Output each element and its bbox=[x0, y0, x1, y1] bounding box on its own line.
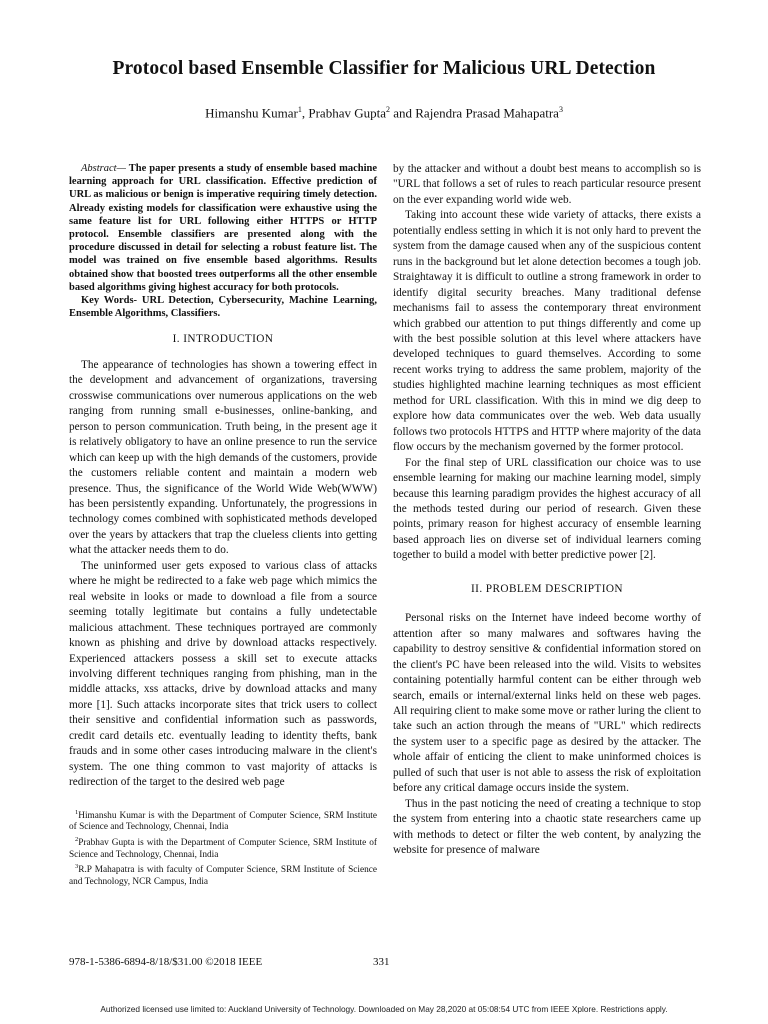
paragraph: Taking into account these wide variety of attacks, there exists a potentially endless setting in which it is not only hard to prevent the system from the damage caused when any of the suspicious content runs in the background but let alone detection becomes a tough job. Straightaway it is difficult to outline a strong framework in order to identify digital security breaches. Many traditional defense mechanisms fail to assess the contemporary threat environment which grabbed our attention to put things differently and come up with the best possible solution at this level where attackers have developed techniques to guard themselves. According to some recent works trying to address the same problem, majority of the studies highlighted machine learning techniques as most efficient method for URL classification. With this in mind we dig deep to explore how data communicates over the web. Web data usually follows two protocols HTTPS and HTTP where majority of the data flow occurs by the mechanism governed by the former protocol. bbox=[393, 209, 701, 454]
copyright-footer: 978-1-5386-6894-8/18/$31.00 ©2018 IEEE bbox=[69, 956, 263, 968]
author-affiliation-mark: 3 bbox=[558, 105, 563, 114]
footnote-text: Prabhav Gupta is with the Department of Computer Science, SRM Institute of Science and Technology, Chennai, India bbox=[69, 837, 377, 860]
author-affiliation-mark: 2 bbox=[385, 105, 390, 114]
footnote bbox=[69, 861, 377, 888]
abstract bbox=[69, 162, 377, 294]
author-name: Prabhav Gupta bbox=[308, 105, 386, 121]
page-number: 331 bbox=[373, 956, 390, 968]
author-affiliation-mark: 1 bbox=[297, 105, 302, 114]
author-name: Himanshu Kumar bbox=[205, 105, 298, 121]
paragraph: by the attacker and without a doubt best means to accomplish so is "URL that follows a set of rules to reach particular resource present on the ever expanding world wide web. bbox=[393, 163, 701, 206]
section-heading-introduction: I. INTRODUCTION bbox=[172, 333, 274, 346]
footnotes bbox=[69, 807, 377, 889]
author-line bbox=[0, 105, 768, 121]
footnote bbox=[69, 834, 377, 861]
paragraph: Thus in the past noticing the need of creating a technique to stop the system from entering into a chaotic state researchers came up with methods to detect or filter the web content, by analyzing the website for presence of malware bbox=[393, 797, 701, 857]
footnote bbox=[69, 807, 377, 834]
paragraph: For the final step of URL classification our choice was to use ensemble learning for making our machine learning model, simply because this learning paradigm provides the highest accuracy of all the methods tested during our period of research. Given these points, primary reason for highest accuracy of ensemble learning based approach lies on diverse set of individual learners coming together to build a model with better predictive power [2]. bbox=[393, 456, 701, 562]
abstract-text: The paper presents a study of ensemble based machine learning approach for URL classification. Effective prediction of URL as malicious or benign is imperative requiring timely detection. Already existing models for classification were exhaustive using the same feature list for URL following either HTTPS or HTTP protocol. Ensemble classifiers are presented along with the procedure discussed in detail for selecting a robust feature list. The model was trained on five ensemble based algorithms. Results obtained show that boosted trees outperforms all the other ensemble based algorithms giving highest accuracy for both protocols. bbox=[69, 163, 377, 293]
footnote-mark: 1 bbox=[75, 808, 79, 816]
right-column bbox=[393, 162, 701, 858]
paper-title: Protocol based Ensemble Classifier for Malicious URL Detection bbox=[112, 58, 656, 79]
paragraph: The uninformed user gets exposed to various class of attacks where he might be redirected to a fake web page which mimics the real website in looks or made to download a file from a source seeming totally legitimate but contains a fully undetectable malicious attachment. These techniques portrayed are commonly known as phishing and drive by download attacks respectively. Experienced attackers possess a skill set to execute attacks involving different techniques ranging from phishing, man in the middle attacks, xss attacks, drive by download attacks and many more [1]. Such attacks incorporate sites that trick users to collect their sensitive and confidential information such as passwords, credit card details etc. eventually leading to identity thefts, bank frauds and in some other cases introducing malware in the client's system. The one thing common to vast majority of attacks is redirection of the target to the desired web page bbox=[69, 559, 377, 789]
footnote-text: Himanshu Kumar is with the Department of Computer Science, SRM Institute of Science and Technology, Chennai, India bbox=[69, 810, 377, 833]
author-name: Rajendra Prasad Mahapatra bbox=[415, 105, 559, 121]
access-notice: Authorized licensed use limited to: Auckland University of Technology. Downloaded on May 28,2020 at 05:08:54 UTC from IEEE Xplore. Restrictions apply. bbox=[100, 1004, 668, 1014]
footnote-text: R.P Mahapatra is with faculty of Computer Science, SRM Institute of Science and Technology, NCR Campus, India bbox=[69, 865, 377, 887]
author-separator: , bbox=[301, 105, 309, 121]
keywords: Key Words- URL Detection, Cybersecurity, Machine Learning, Ensemble Algorithms, Classifiers. bbox=[69, 295, 377, 320]
abstract-label: Abstract— bbox=[81, 163, 126, 174]
section-heading-problem-description: II. PROBLEM DESCRIPTION bbox=[471, 582, 623, 595]
paragraph: The appearance of technologies has shown a towering effect in the development and advancement of organizations, traversing crosswise communications over numerous applications on the web ranging from running small e-businesses, online-banking, and person to person communication. Truth being, in the present age it is relatively obligatory to have an online presence to run the service which can keep up with the high demands of the customers, provide the customers reliable content and maintain a modern web presence. Thus, the significance of the World Wide Web(WWW) has been persistently expanding. Unfortunately, the progressions in technology comes combined with sophisticated methods developed over the years by attackers that trap the clueless clients into getting what the attacker needs them to do. bbox=[69, 358, 377, 557]
footnote-mark: 2 bbox=[75, 835, 79, 843]
left-column bbox=[69, 162, 377, 888]
footnote-mark: 3 bbox=[75, 863, 79, 871]
author-separator: and bbox=[389, 105, 416, 121]
paragraph: Personal risks on the Internet have indeed become worthy of attention after so many malwares and softwares having the capability to destroy sensitive & confidential information stored on the client's PC have been released into the wild. Visits to websites containing potentially harmful content can be either through web search, emails or internal/external links held on these web pages. All requiring client to make some move or rather luring the client to take such an action through the means of "URL" which redirects the system user to a specific page as desired by the attacker. The whole affair of enticing the client to make uninformed choices is pulled of such that user is not able to assess the risk of exploitation before any critical damage occurs inside the system. bbox=[393, 612, 701, 795]
